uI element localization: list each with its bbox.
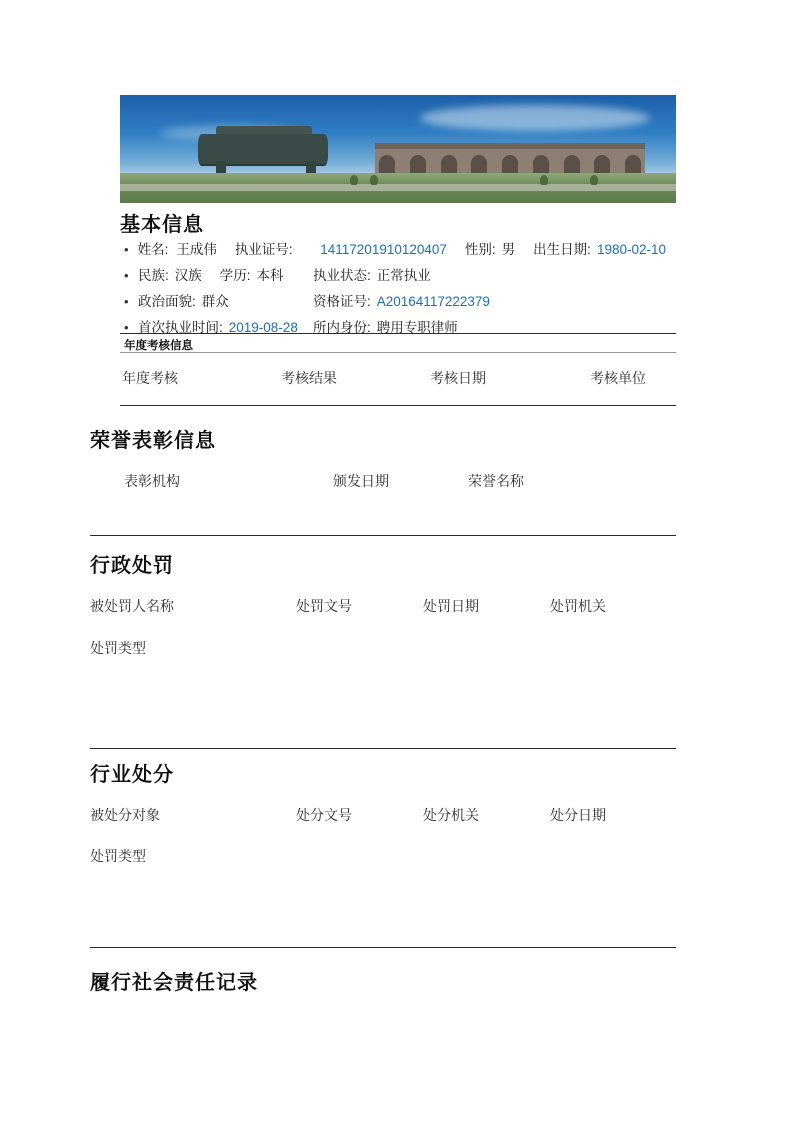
section-title-annual-review: 年度考核信息 (124, 340, 193, 352)
field-label: 政治面貌: (138, 294, 196, 309)
section-title-social-responsibility: 履行社会责任记录 (90, 972, 258, 994)
header-photo (120, 95, 676, 203)
section-title-admin-penalty: 行政处罚 (90, 555, 174, 577)
bullet-icon: • (124, 294, 129, 309)
list-item (124, 290, 684, 316)
field-value: 本科 (256, 268, 284, 283)
divider (120, 405, 676, 406)
basic-info-list (124, 238, 684, 342)
column-header-annual-review-1: 考核结果 (281, 370, 337, 386)
column-header-industry-4: 处罚类型 (90, 848, 146, 864)
column-header-annual-review-0: 年度考核 (122, 370, 178, 386)
column-header-honor-0: 表彰机构 (124, 473, 180, 489)
list-item (124, 238, 684, 264)
field-group (138, 264, 313, 284)
bullet-icon: • (124, 320, 129, 335)
field-label: 性别: (464, 242, 496, 257)
list-item (124, 316, 684, 342)
column-header-honor-2: 荣誉名称 (468, 473, 524, 489)
field-group (138, 290, 313, 310)
list-item (124, 264, 684, 290)
license-number-value: 14117201910120407 (320, 242, 447, 257)
section-title-basic-info: 基本信息 (120, 214, 204, 236)
bullet-icon: • (124, 242, 129, 257)
column-header-industry-1: 处分文号 (296, 807, 352, 823)
column-header-admin-3: 处罚机关 (550, 598, 606, 614)
field-label: 首次执业时间: (138, 320, 223, 335)
column-header-annual-review-2: 考核日期 (430, 370, 486, 386)
column-header-honor-1: 颁发日期 (333, 473, 389, 489)
field-value: 男 (501, 242, 516, 257)
birthdate-value: 1980-02-10 (596, 242, 666, 257)
column-header-admin-1: 处罚文号 (296, 598, 352, 614)
field-label: 学历: (219, 268, 251, 283)
field-value: 正常执业 (376, 268, 431, 283)
tree (540, 175, 548, 185)
column-header-industry-0: 被处分对象 (90, 807, 160, 823)
field-label: 民族: (138, 268, 169, 283)
field-label: 执业状态: (313, 268, 371, 283)
divider (90, 947, 676, 948)
field-label: 姓名: (137, 242, 169, 257)
qualification-number-value: A20164117222379 (376, 294, 490, 309)
column-header-industry-2: 处分机关 (423, 807, 479, 823)
section-title-honor: 荣誉表彰信息 (90, 430, 216, 452)
field-value: 汉族 (174, 268, 202, 283)
field-label: 执业证号: (234, 242, 293, 257)
field-value: 聘用专职律师 (376, 320, 458, 335)
column-header-annual-review-3: 考核单位 (590, 370, 646, 386)
section-title-industry-discipline: 行业处分 (90, 764, 174, 786)
divider (120, 352, 676, 353)
tree (590, 175, 598, 185)
column-header-admin-4: 处罚类型 (90, 640, 146, 656)
sculpture-body (198, 134, 328, 164)
field-name (138, 238, 321, 258)
cloud-shape (420, 105, 650, 131)
column-header-industry-3: 处分日期 (550, 807, 606, 823)
column-header-admin-2: 处罚日期 (423, 598, 479, 614)
tree (350, 175, 358, 185)
divider (90, 748, 676, 749)
road (120, 184, 676, 191)
tree (370, 175, 378, 185)
column-header-admin-0: 被处罚人名称 (90, 598, 174, 614)
first-practice-date-value: 2019-08-28 (228, 320, 298, 335)
divider (120, 333, 676, 334)
divider (90, 535, 676, 536)
bullet-icon: • (124, 268, 129, 283)
field-label: 所内身份: (313, 320, 371, 335)
field-value: 王成伟 (176, 242, 217, 257)
field-label: 资格证号: (313, 294, 371, 309)
field-value: 群众 (201, 294, 229, 309)
field-label: 出生日期: (533, 242, 591, 257)
